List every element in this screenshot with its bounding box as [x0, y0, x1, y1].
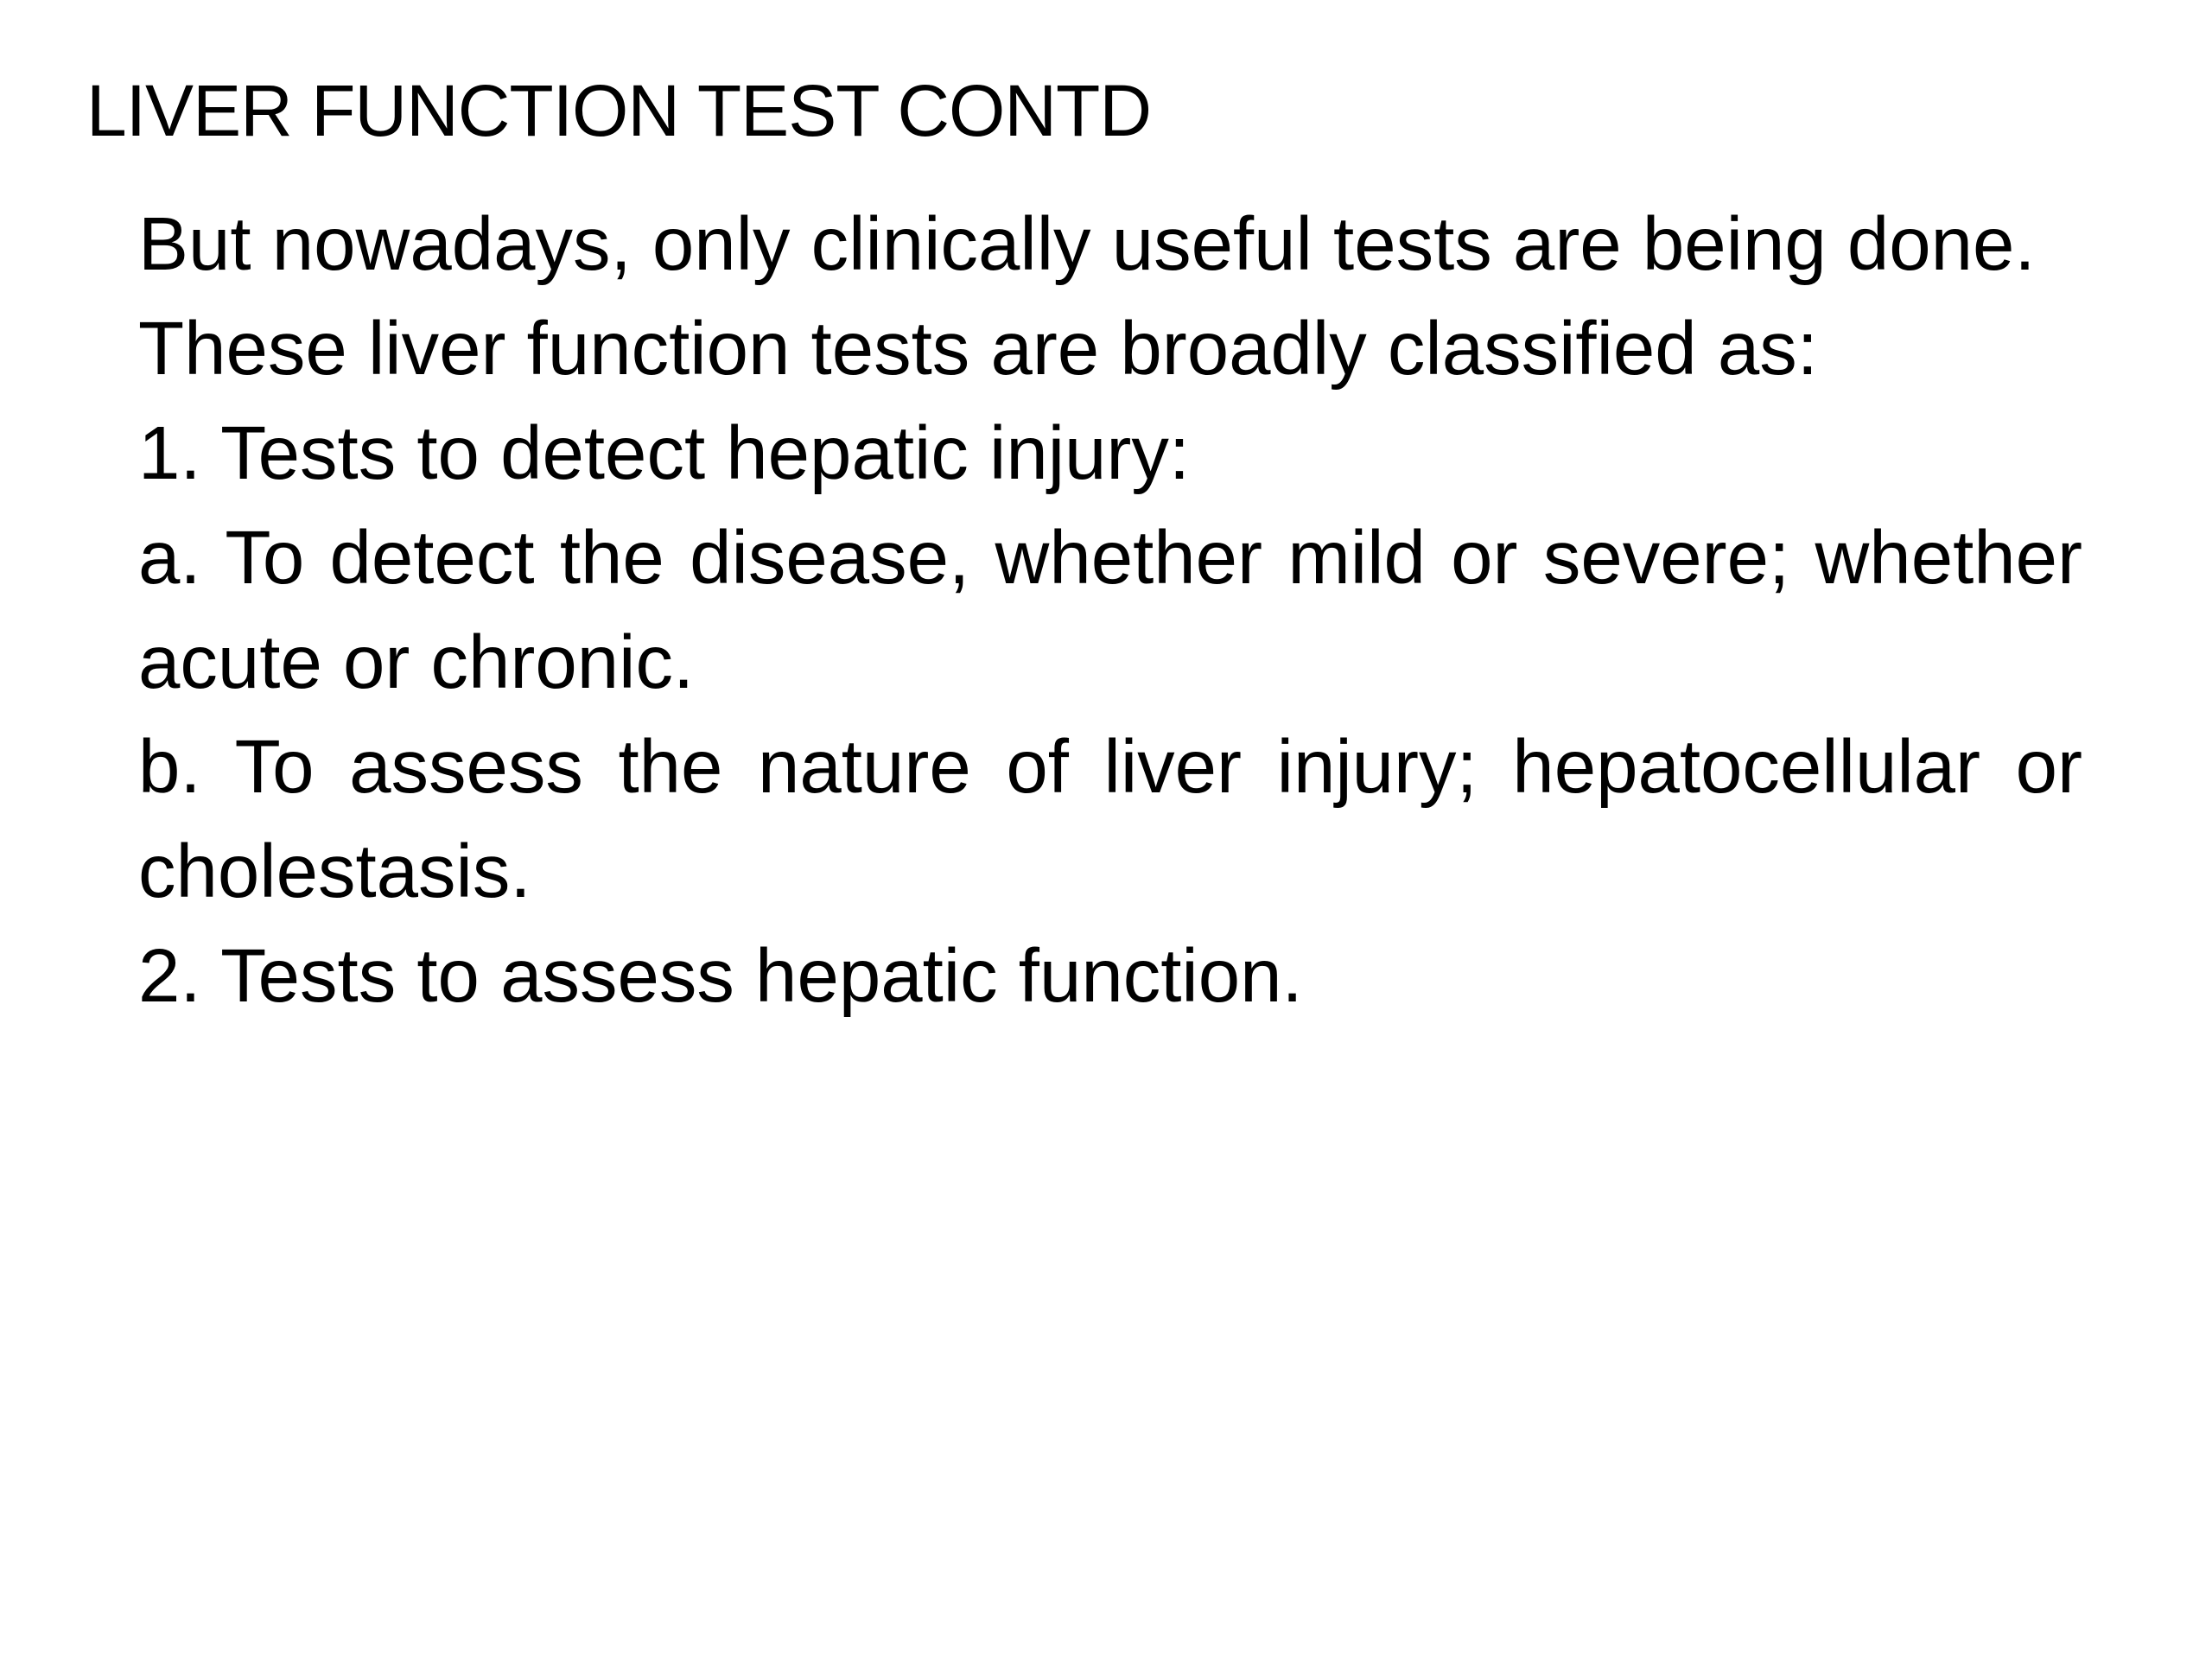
paragraph-classification: These liver function tests are broadly classified as: — [138, 307, 1818, 391]
list-item-detect-disease: a. To detect the disease, whether mild or severe; whether acute or chronic. — [138, 516, 2082, 704]
list-item-nature-of-injury: b. To assess the nature of liver injury; hepatocellular or cholestasis. — [138, 725, 2082, 913]
list-item-hepatic-injury: 1. Tests to detect hepatic injury: — [138, 411, 1191, 495]
paragraph-intro: But nowadays, only clinically useful tests are being done. — [138, 202, 2036, 286]
slide-body — [138, 192, 2082, 1028]
list-item-hepatic-function: 2. Tests to assess hepatic function. — [138, 934, 1303, 1018]
slide-title: LIVER FUNCTION TEST CONTD — [86, 70, 1152, 151]
